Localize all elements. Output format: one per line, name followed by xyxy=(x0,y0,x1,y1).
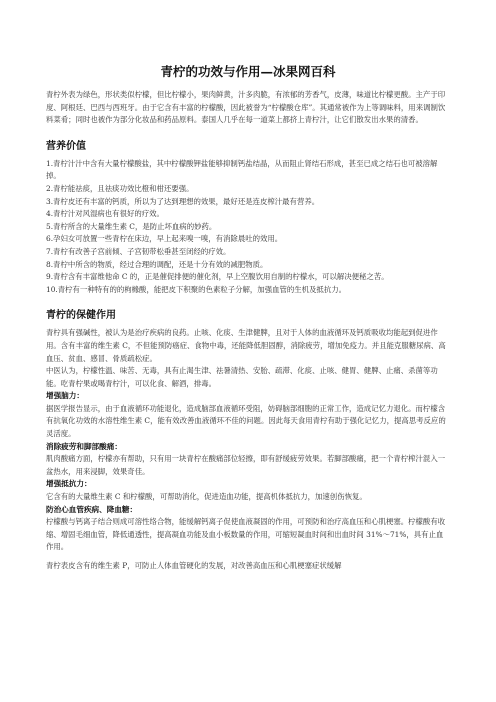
list-item: 9.青柠含有丰富维他命 C 的，正是催促排便的催化剂，早上空腹饮用自制的柠檬水，可以解决便秘之苦。 xyxy=(46,272,389,282)
intro-paragraph: 青柠外表为绿色，形状类似柠檬，但比柠檬小，果肉鲜黄，汁多肉脆，有浓郁的芳香气，皮薄，味道比柠檬更酸。主产于印度、阿根廷、巴西与西班牙。由于它含有丰富的柠檬酸，因此被誉为“柠檬酸仓库”。其通常被作为上等调味料，用来调制饮料菜肴；同时也被作为部分化妆品和药品原料。泰国人几乎在每一道菜上都挤上青柠汁，让它们散发出水果的清香。 xyxy=(46,90,446,125)
subheading-immunity: 增强抵抗力： xyxy=(46,479,92,489)
subheading-cardio: 防治心血管疾病、降血糖： xyxy=(46,504,138,514)
list-item: 6.孕妇女可放置一些青柠在床边，早上起来嗅一嗅，有消除晨吐的效用。 xyxy=(46,234,283,244)
subheading-fatigue: 消除疲劳和脚部酸痛： xyxy=(46,441,122,451)
document-title: 青柠的功效与作用—冰果网百科 xyxy=(160,64,336,79)
list-item: 3.青柠皮还有丰富的钙质，所以为了达到理想的效果，最好还是连皮榨汁最有营养。 xyxy=(46,196,320,206)
health-paragraph: 青柠具有强碱性，被认为是治疗疾病的良药。止咳、化痰、生津健脾，且对于人体的血液循环及钙质吸收均能起到促进作用。含有丰富的维生素 C，不但能预防癌症、食物中毒，还能降低胆固醇，消除疲劳，增加免疫力。并且能克服糖尿病、高血压、贫血、感冒、骨质疏松症。 xyxy=(46,328,446,363)
list-item: 2.青柠能祛痰，且祛痰功效比橙和柑还要强。 xyxy=(46,183,194,193)
subsection-text: 肌肉酸痛方面，柠檬亦有帮助，只有用一块青柠在酸痛部位轻擦，即有舒缓疲劳效果。若脚部酸痛，把一个青柠榨汁混入一盆热水，用来浸脚，效果奇佳。 xyxy=(46,454,446,476)
list-item: 7.青柠有改善子宫前倾、子宫韧带松垂甚至闭经的疗效。 xyxy=(46,246,231,256)
list-item: 1.青柠汁汁中含有大量柠檬酸盐，其中柠檬酸钾盐能够抑制钙盐结晶，从而阻止肾结石形成，甚至已成之结石也可被溶解掉。 xyxy=(46,158,438,181)
section-heading-nutrition: 营养价值 xyxy=(46,140,86,152)
closing-paragraph: 青柠表皮含有的维生素 P，可防止人体血管硬化的发展，对改善高血压和心肌梗塞症状缓解 xyxy=(46,561,342,570)
list-item: 4.青柠汁对风湿病也有很好的疗效。 xyxy=(46,209,164,219)
health-paragraph: 中医认为，柠檬性温、味苦、无毒，具有止渴生津、祛暑清热、安胎、疏滞、化痰、止咳、健胃、健脾、止痛、杀菌等功能。吃青柠果或喝青柠汁，可以化食、解酒，排毒。 xyxy=(46,366,438,388)
section-heading-health: 青柠的保健作用 xyxy=(46,310,116,322)
subsection-text: 它含有的大量维生素 C 和柠檬酸，可帮助消化，促进造血功能，提高机体抵抗力，加速创伤恢复。 xyxy=(46,492,367,502)
subheading-brain: 增强脑力： xyxy=(46,391,84,401)
list-item: 5.青柠所含的大量维生素 C，是防止坏血病的妙药。 xyxy=(46,221,217,231)
subsection-text: 据医学报告显示，由于血液循环功能退化，造成脑部血液循环受阻，妨碍脑部细胞的正常工作，造成记忆力退化。而柠檬含有抗氧化功效的水溶性维生素 C，能有效改善血液循环不佳的问题。因此每天食用青柠有助于强化记忆力，提高思考反应的灵活度。 xyxy=(46,403,446,439)
list-item: 10.青柠有一种特有的的枸橼酸，能把皮下积聚的色素粒子分解，加强血管的生机及抵抗力。 xyxy=(46,284,346,294)
subsection-text: 柠檬酸与钙离子结合则成可溶性络合物，能缓解钙离子促使血液凝固的作用，可预防和治疗高血压和心肌梗塞。柠檬酸有收缩、增固毛细血管，降低通透性，提高凝血功能及血小板数量的作用，可缩短凝血时间和出血时间 31%～71%，具有止血作用。 xyxy=(46,517,446,552)
list-item: 8.青柠中所含的物质，经过合理的调配，还是十分有效的减肥物质。 xyxy=(46,259,268,269)
